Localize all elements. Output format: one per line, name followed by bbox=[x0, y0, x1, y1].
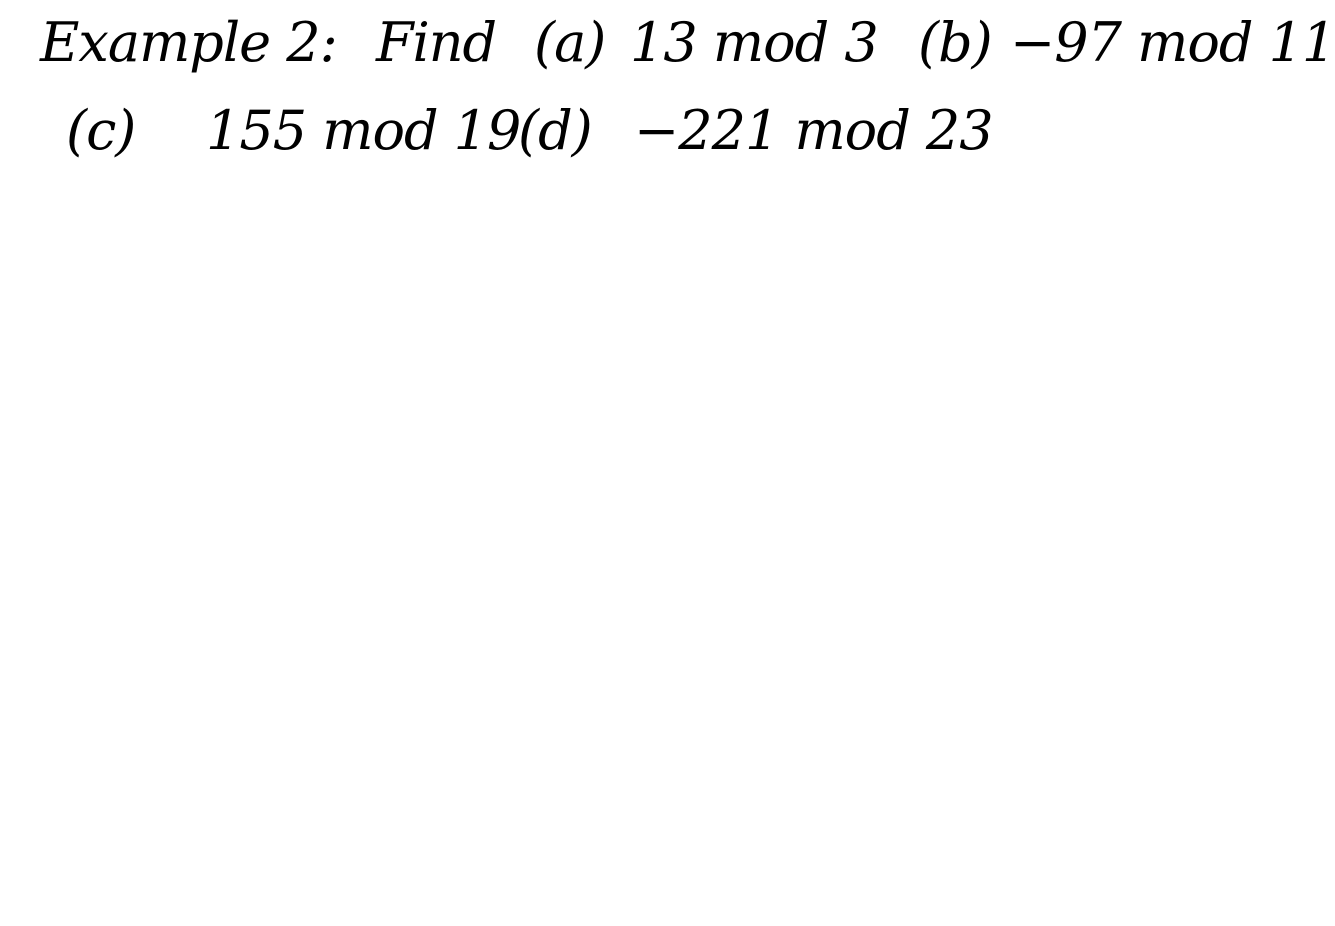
part-b-expression: −97 mod 11 bbox=[1010, 11, 1335, 74]
part-d-label: (d) bbox=[518, 99, 592, 162]
part-b-label: (b) bbox=[918, 11, 992, 74]
part-a-label: (a) bbox=[534, 11, 606, 74]
instruction-text: Find bbox=[376, 11, 497, 74]
part-c-label: (c) bbox=[66, 99, 136, 162]
part-d-expression: −221 mod 23 bbox=[634, 99, 993, 162]
part-a-expression: 13 mod 3 bbox=[630, 11, 878, 74]
part-c-expression: 155 mod 19 bbox=[206, 99, 521, 162]
example-heading: Example 2: bbox=[40, 11, 337, 74]
